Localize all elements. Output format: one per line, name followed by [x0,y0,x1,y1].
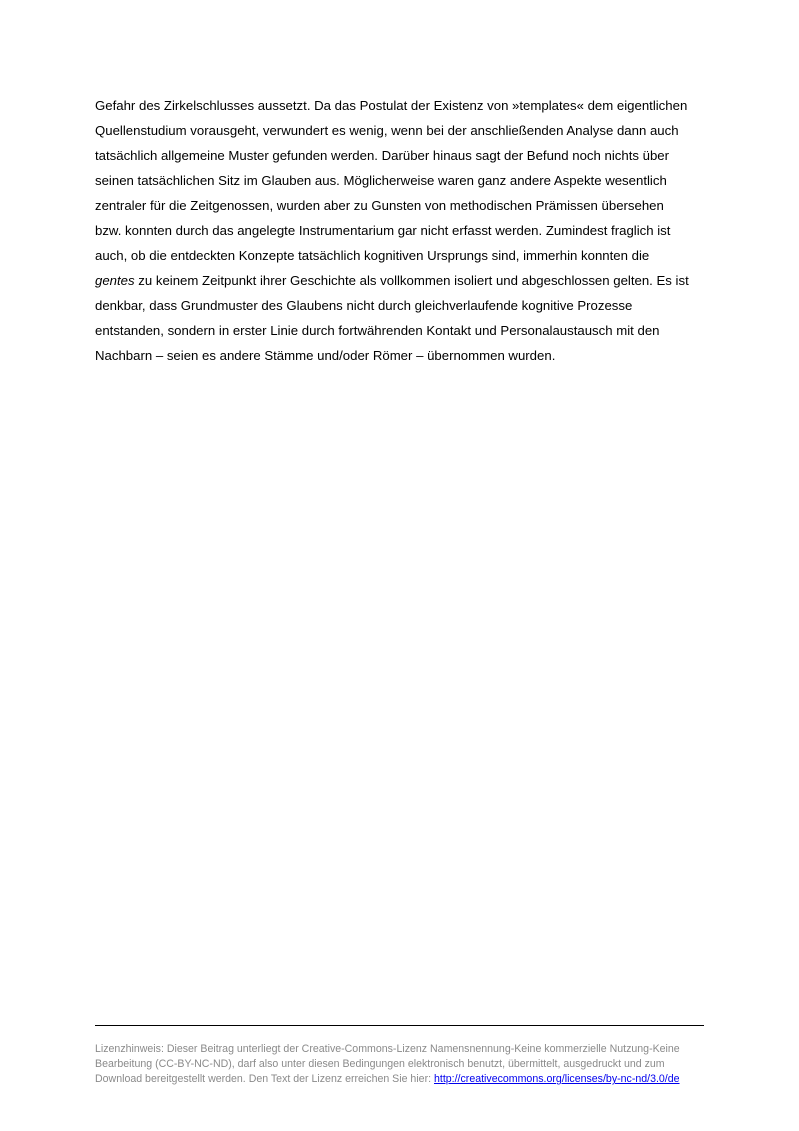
license-note [95,1042,707,1087]
body-line-5: zentraler für die Zeitgenossen, wurden aber zu Gunsten von methodischen Prämissen übersehen [95,198,664,213]
body-line-2: Quellenstudium vorausgeht, verwundert es wenig, wenn bei der anschließenden Analyse dann auch [95,123,679,138]
body-paragraph [95,93,710,368]
body-line-4: seinen tatsächlichen Sitz im Glauben aus. Möglicherweise waren ganz andere Aspekte wesentlich [95,173,667,188]
body-line-8-rest: zu keinem Zeitpunkt ihrer Geschichte als vollkommen isoliert und abgeschlossen gelten. Es ist [134,273,689,288]
body-line-11: Nachbarn – seien es andere Stämme und/oder Römer – übernommen wurden. [95,348,556,363]
italic-term-gentes: gentes [95,273,135,288]
license-line-1: Lizenzhinweis: Dieser Beitrag unterliegt der Creative-Commons-Lizenz Namensnennung-Keine kommerzielle Nutzung-Keine [95,1043,680,1055]
body-line-8 [95,268,710,293]
license-link[interactable]: http://creativecommons.org/licenses/by-nc-nd/3.0/de [434,1073,680,1085]
body-line-9: denkbar, dass Grundmuster des Glaubens nicht durch gleichverlaufende kognitive Prozesse [95,298,633,313]
body-line-7: auch, ob die entdeckten Konzepte tatsächlich kognitiven Ursprungs sind, immerhin konnten die [95,248,650,263]
body-line-3: tatsächlich allgemeine Muster gefunden werden. Darüber hinaus sagt der Befund noch nichts über [95,148,670,163]
footer-divider [95,1025,704,1026]
license-line-3-text: Download bereitgestellt werden. Den Text der Lizenz erreichen Sie hier: [95,1073,434,1085]
body-line-1: Gefahr des Zirkelschlusses aussetzt. Da das Postulat der Existenz von »templates« dem eigentlichen [95,98,688,113]
body-line-6: bzw. konnten durch das angelegte Instrumentarium gar nicht erfasst werden. Zumindest fraglich ist [95,223,671,238]
license-line-2: Bearbeitung (CC-BY-NC-ND), darf also unter diesen Bedingungen elektronisch benutzt, übermittelt, ausgedruckt und zum [95,1058,665,1070]
license-line-3 [95,1072,707,1087]
body-line-10: entstanden, sondern in erster Linie durch fortwährenden Kontakt und Personalaustausch mit den [95,323,660,338]
